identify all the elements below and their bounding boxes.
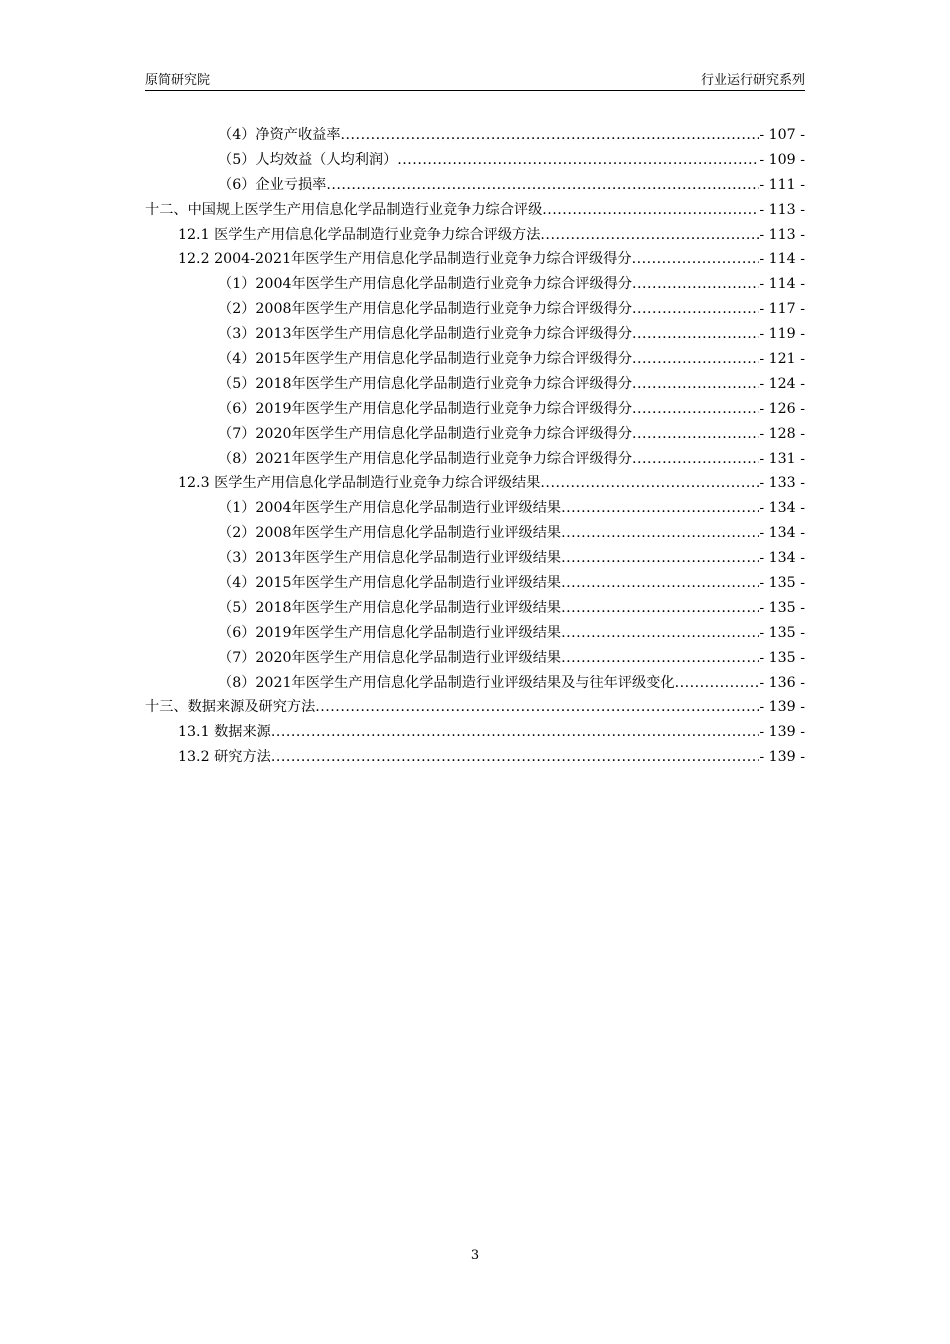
toc-entry[interactable] <box>145 199 805 224</box>
toc-entry[interactable] <box>145 472 805 497</box>
toc-entry[interactable] <box>145 696 805 721</box>
toc-entry-page: - 134 - <box>759 500 805 517</box>
toc-entry-title: （1）2004年医学生产用信息化学品制造行业竞争力综合评级得分 <box>218 276 633 293</box>
toc-entry-title: （5）2018年医学生产用信息化学品制造行业竞争力综合评级得分 <box>218 375 633 392</box>
toc-leader-dots <box>542 202 759 218</box>
toc-entry[interactable] <box>145 273 805 298</box>
toc-leader-dots <box>632 251 760 267</box>
toc-entry[interactable] <box>145 398 805 423</box>
toc-entry[interactable] <box>145 497 805 522</box>
toc-entry-title: 12.1 医学生产用信息化学品制造行业竞争力综合评级方法 <box>178 226 541 243</box>
toc-entry-page: - 135 - <box>759 575 805 592</box>
toc-entry-page: - 119 - <box>759 326 805 343</box>
toc-entry[interactable] <box>145 622 805 647</box>
toc-entry-page: - 135 - <box>759 649 805 666</box>
toc-leader-dots <box>561 600 759 616</box>
toc-entry[interactable] <box>145 224 805 249</box>
toc-leader-dots <box>315 699 759 715</box>
toc-entry[interactable] <box>145 597 805 622</box>
page-number: 3 <box>470 1248 480 1263</box>
toc-leader-dots <box>540 475 759 491</box>
toc-entry-page: - 121 - <box>759 351 805 368</box>
toc-leader-dots <box>561 550 759 566</box>
page-header <box>145 66 805 91</box>
toc-entry[interactable] <box>145 647 805 672</box>
toc-entry-title: （6）2019年医学生产用信息化学品制造行业竞争力综合评级得分 <box>218 400 633 417</box>
toc-leader-dots <box>271 724 759 740</box>
header-org-name: 原简研究院 <box>145 73 211 88</box>
toc-entry[interactable] <box>145 547 805 572</box>
toc-entry[interactable] <box>145 572 805 597</box>
toc-entry-page: - 117 - <box>759 301 805 318</box>
toc-leader-dots <box>632 326 759 342</box>
toc-leader-dots <box>561 625 759 641</box>
toc-entry-title: （8）2021年医学生产用信息化学品制造行业评级结果及与往年评级变化 <box>218 674 675 691</box>
toc-entry-page: - 113 - <box>759 226 805 243</box>
table-of-contents <box>145 124 805 771</box>
toc-entry-page: - 107 - <box>759 127 805 143</box>
toc-entry-page: - 113 - <box>759 201 805 218</box>
toc-entry[interactable] <box>145 298 805 323</box>
toc-entry[interactable] <box>145 746 805 771</box>
toc-entry-page: - 133 - <box>759 475 805 492</box>
toc-entry[interactable] <box>145 522 805 547</box>
toc-entry[interactable] <box>145 672 805 697</box>
toc-leader-dots <box>397 152 759 168</box>
toc-entry-page: - 139 - <box>759 724 805 741</box>
toc-entry-title: （2）2008年医学生产用信息化学品制造行业竞争力综合评级得分 <box>218 301 633 318</box>
toc-entry-title: 十二、中国规上医学生产用信息化学品制造行业竞争力综合评级 <box>145 201 543 218</box>
toc-entry[interactable] <box>145 448 805 473</box>
toc-leader-dots <box>675 675 760 691</box>
toc-leader-dots <box>561 650 759 666</box>
toc-leader-dots <box>632 276 759 292</box>
toc-leader-dots <box>632 351 759 367</box>
toc-entry-title: （4）2015年医学生产用信息化学品制造行业评级结果 <box>218 575 562 592</box>
toc-entry[interactable] <box>145 174 805 199</box>
toc-leader-dots <box>341 127 760 143</box>
toc-entry[interactable] <box>145 248 805 273</box>
toc-entry-title: （4）2015年医学生产用信息化学品制造行业竞争力综合评级得分 <box>218 351 633 368</box>
toc-entry-title: （7）2020年医学生产用信息化学品制造行业竞争力综合评级得分 <box>218 425 633 442</box>
toc-entry-page: - 126 - <box>759 400 805 417</box>
toc-entry[interactable] <box>145 721 805 746</box>
toc-entry[interactable] <box>145 373 805 398</box>
toc-entry[interactable] <box>145 149 805 174</box>
toc-leader-dots <box>326 177 759 193</box>
toc-entry-page: - 136 - <box>759 674 805 691</box>
toc-leader-dots <box>561 525 759 541</box>
toc-entry-page: - 109 - <box>759 151 805 168</box>
toc-entry-title: （4）净资产收益率 <box>218 127 341 143</box>
toc-entry-title: （3）2013年医学生产用信息化学品制造行业评级结果 <box>218 550 562 567</box>
toc-entry-title: （1）2004年医学生产用信息化学品制造行业评级结果 <box>218 500 562 517</box>
toc-entry-title: （8）2021年医学生产用信息化学品制造行业竞争力综合评级得分 <box>218 450 633 467</box>
toc-leader-dots <box>540 227 759 243</box>
toc-entry-page: - 124 - <box>759 375 805 392</box>
toc-entry[interactable] <box>145 423 805 448</box>
toc-entry-page: - 134 - <box>759 525 805 542</box>
toc-leader-dots <box>632 451 759 467</box>
toc-leader-dots <box>271 749 759 765</box>
toc-entry-title: （5）人均效益（人均利润） <box>218 151 398 168</box>
toc-entry-title: 12.3 医学生产用信息化学品制造行业竞争力综合评级结果 <box>178 475 541 492</box>
toc-entry-page: - 135 - <box>759 599 805 616</box>
toc-entry-title: 12.2 2004-2021年医学生产用信息化学品制造行业竞争力综合评级得分 <box>178 251 632 268</box>
toc-entry-page: - 139 - <box>759 699 805 716</box>
toc-entry-page: - 131 - <box>759 450 805 467</box>
toc-entry-page: - 134 - <box>759 550 805 567</box>
toc-leader-dots <box>632 426 759 442</box>
toc-entry-title: 13.1 数据来源 <box>178 724 271 741</box>
toc-leader-dots <box>561 500 759 516</box>
toc-entry-title: （2）2008年医学生产用信息化学品制造行业评级结果 <box>218 525 562 542</box>
toc-leader-dots <box>561 575 759 591</box>
toc-entry-title: （6）企业亏损率 <box>218 176 327 193</box>
header-series-name: 行业运行研究系列 <box>700 73 805 88</box>
toc-entry-page: - 135 - <box>759 624 805 641</box>
toc-entry-page: - 111 - <box>759 176 805 193</box>
toc-entry-title: （6）2019年医学生产用信息化学品制造行业评级结果 <box>218 624 562 641</box>
toc-entry-title: 13.2 研究方法 <box>178 749 271 766</box>
toc-entry-page: - 128 - <box>759 425 805 442</box>
toc-entry-title: （7）2020年医学生产用信息化学品制造行业评级结果 <box>218 649 562 666</box>
toc-entry-page: - 139 - <box>759 749 805 766</box>
toc-entry-page: - 114 - <box>759 276 805 293</box>
toc-leader-dots <box>632 401 759 417</box>
toc-entry-title: （3）2013年医学生产用信息化学品制造行业竞争力综合评级得分 <box>218 326 633 343</box>
toc-entry[interactable] <box>145 323 805 348</box>
toc-entry[interactable] <box>145 124 805 149</box>
toc-leader-dots <box>632 301 759 317</box>
toc-leader-dots <box>632 376 759 392</box>
toc-entry-page: - 114 - <box>759 251 805 268</box>
toc-entry-title: （5）2018年医学生产用信息化学品制造行业评级结果 <box>218 599 562 616</box>
toc-entry[interactable] <box>145 348 805 373</box>
toc-entry-title: 十三、数据来源及研究方法 <box>145 699 316 716</box>
